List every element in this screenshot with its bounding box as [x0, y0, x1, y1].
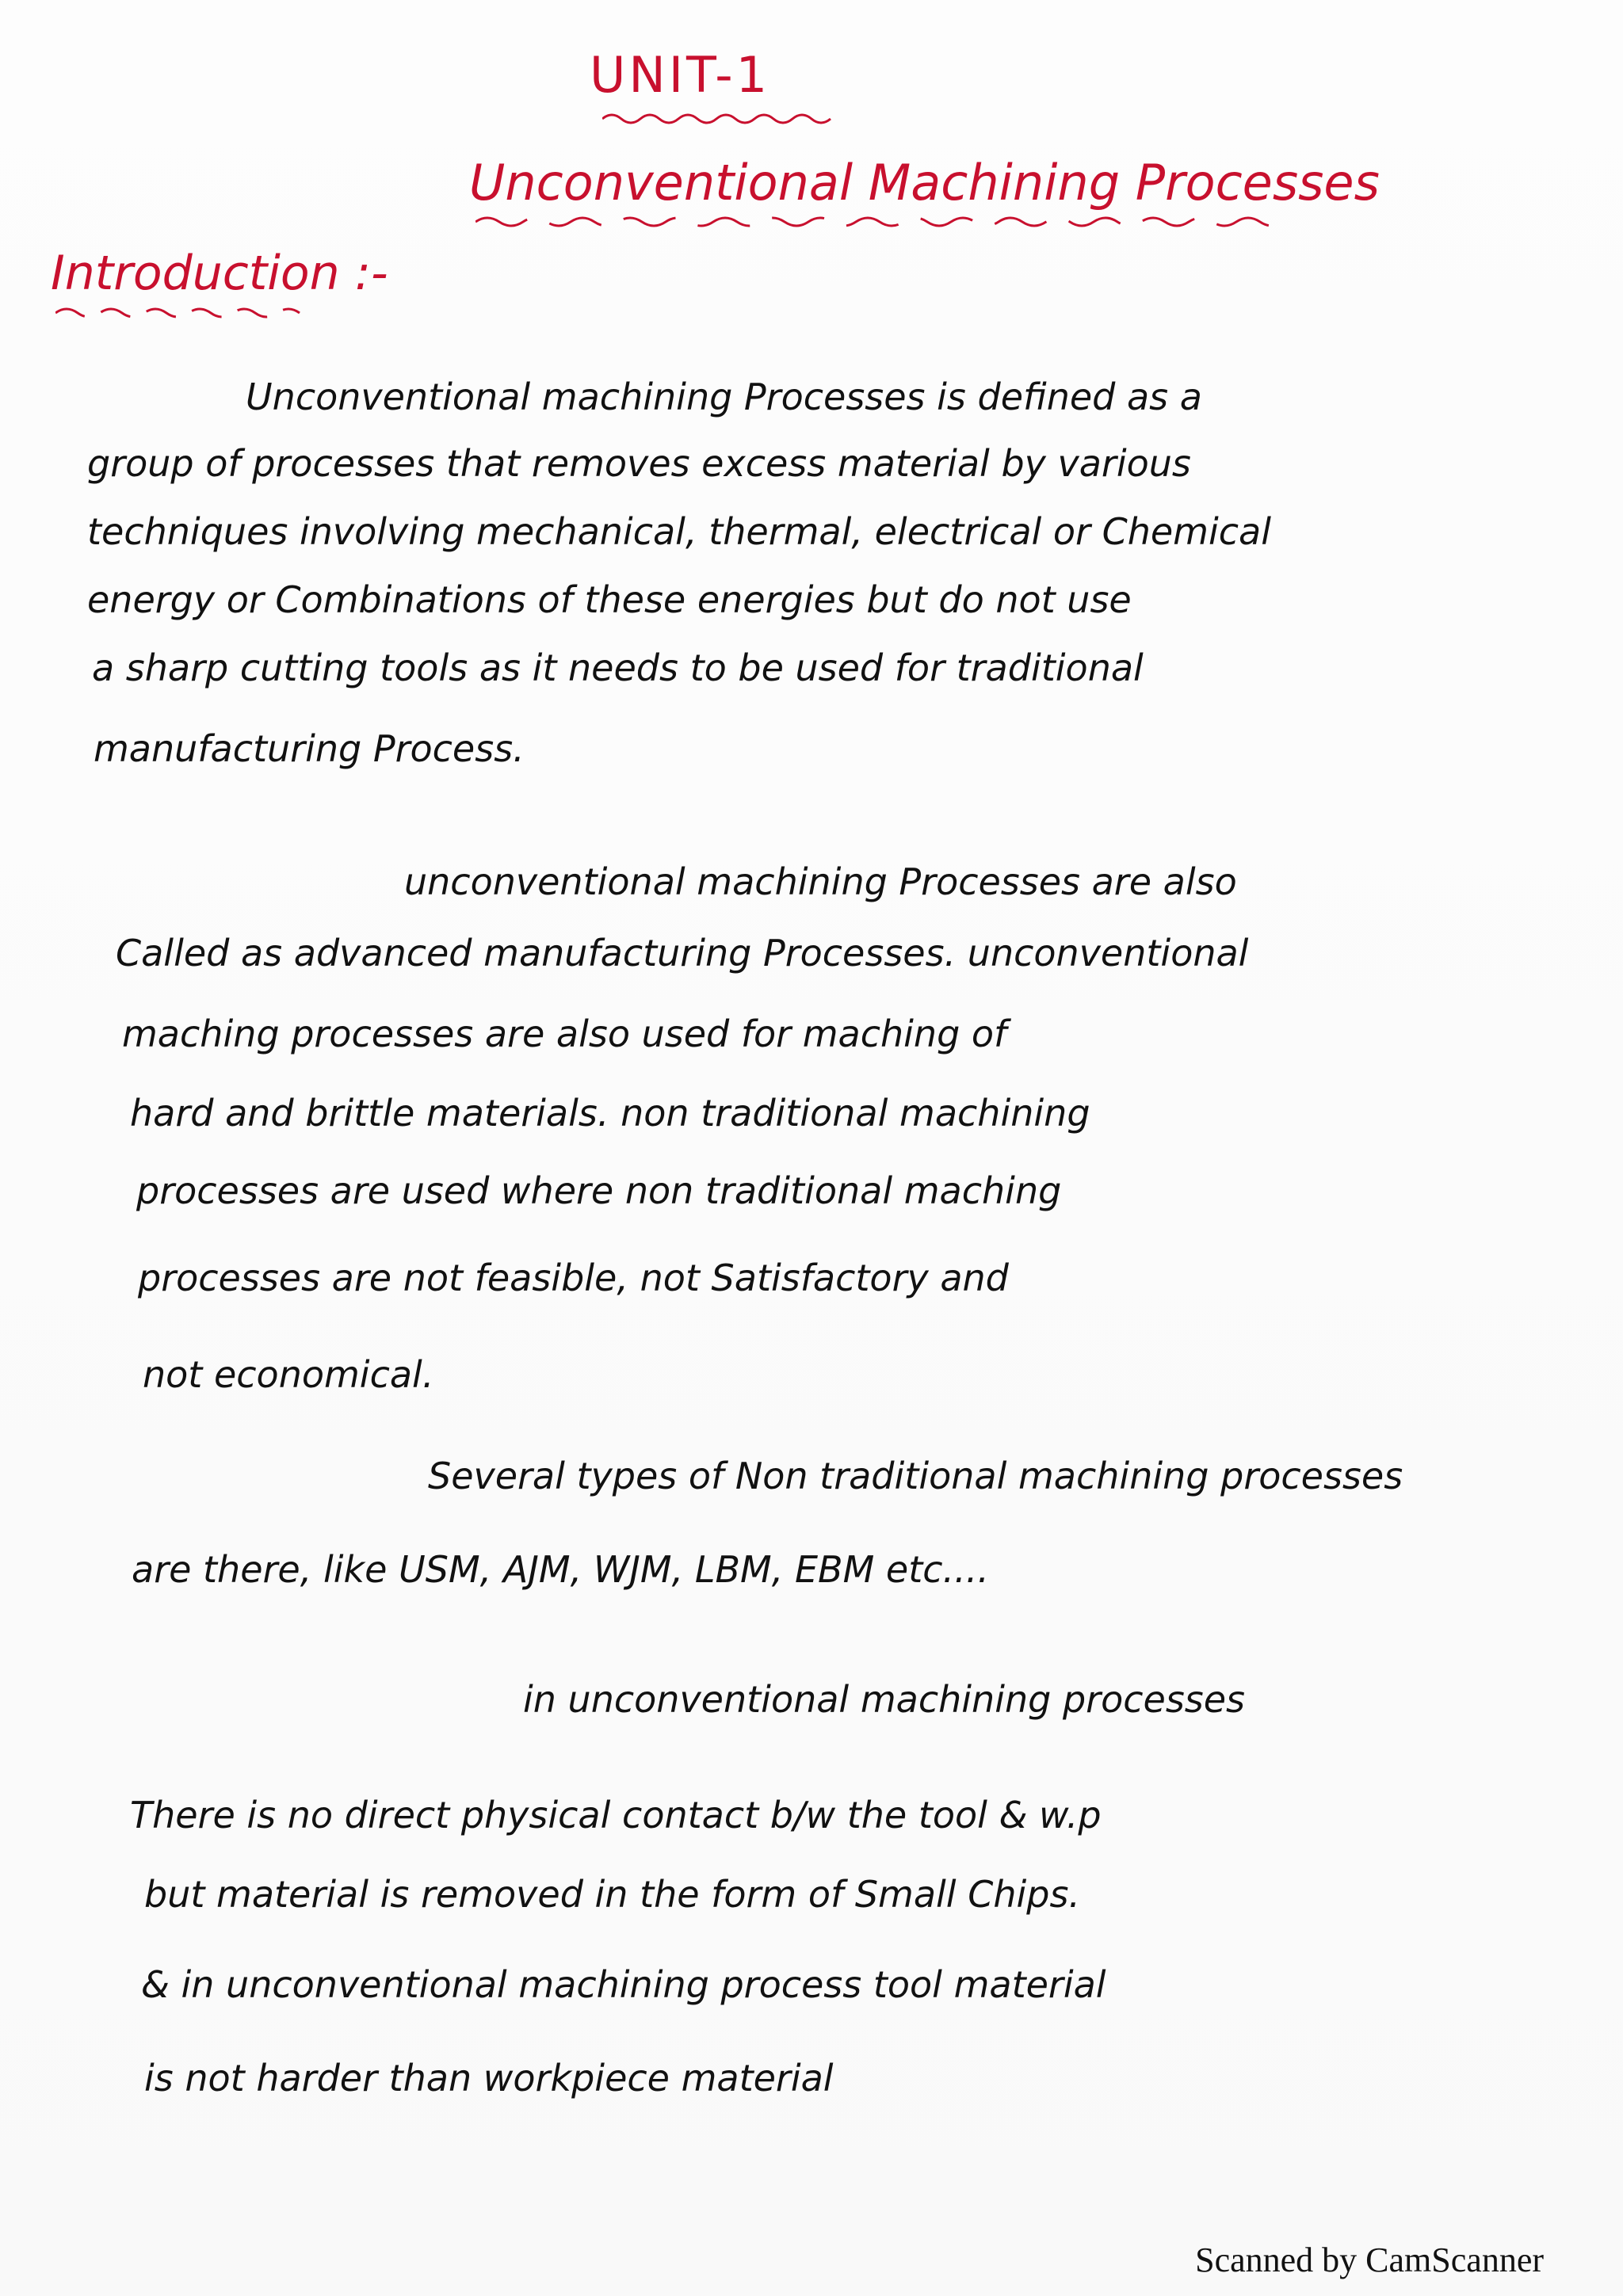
paragraph-1-line-6: manufacturing Process. — [94, 727, 525, 770]
paragraph-2-line-3: maching processes are also used for maching of — [122, 1013, 1007, 1055]
paragraph-1-line-2: group of processes that removes excess material by various — [87, 442, 1191, 485]
paragraph-2-line-6: processes are not feasible, not Satisfactory and — [138, 1257, 1009, 1299]
paragraph-2-line-2: Called as advanced manufacturing Processes. unconventional — [116, 932, 1249, 974]
paragraph-4-line-2: There is no direct physical contact b/w the tool & w.p — [130, 1794, 1102, 1836]
paragraph-2-line-4: hard and brittle materials. non traditional machining — [130, 1092, 1090, 1135]
introduction-heading-underline — [55, 305, 317, 321]
paragraph-2-line-1: unconventional machining Processes are also — [404, 860, 1237, 903]
main-title: Unconventional Machining Processes — [469, 154, 1380, 212]
paragraph-4-line-4: & in unconventional machining process tool material — [141, 1963, 1106, 2006]
main-title-underline — [475, 214, 1292, 230]
paragraph-2-line-5: processes are used where non traditional maching — [136, 1169, 1062, 1212]
unit-title-underline — [602, 111, 832, 127]
paragraph-2-line-7: not economical. — [143, 1353, 434, 1396]
camscanner-watermark: Scanned by CamScanner — [1195, 2241, 1544, 2279]
paragraph-1-line-4: energy or Combinations of these energies but do not use — [87, 578, 1132, 621]
paragraph-4-line-1: in unconventional machining processes — [523, 1678, 1246, 1721]
paragraph-4-line-3: but material is removed in the form of Small Chips. — [144, 1873, 1081, 1916]
paragraph-3-line-2: are there, like USM, AJM, WJM, LBM, EBM etc.... — [132, 1548, 990, 1591]
paragraph-1-line-5: a sharp cutting tools as it needs to be used for traditional — [92, 646, 1144, 689]
paragraph-3-line-1: Several types of Non traditional machining processes — [428, 1455, 1403, 1497]
paragraph-1-line-1: Unconventional machining Processes is defined as a — [246, 376, 1202, 418]
paragraph-4-line-5: is not harder than workpiece material — [144, 2057, 834, 2100]
introduction-heading: Introduction :- — [51, 246, 388, 301]
unit-title: UNIT-1 — [590, 46, 771, 104]
paragraph-1-line-3: techniques involving mechanical, thermal, electrical or Chemical — [87, 510, 1272, 553]
